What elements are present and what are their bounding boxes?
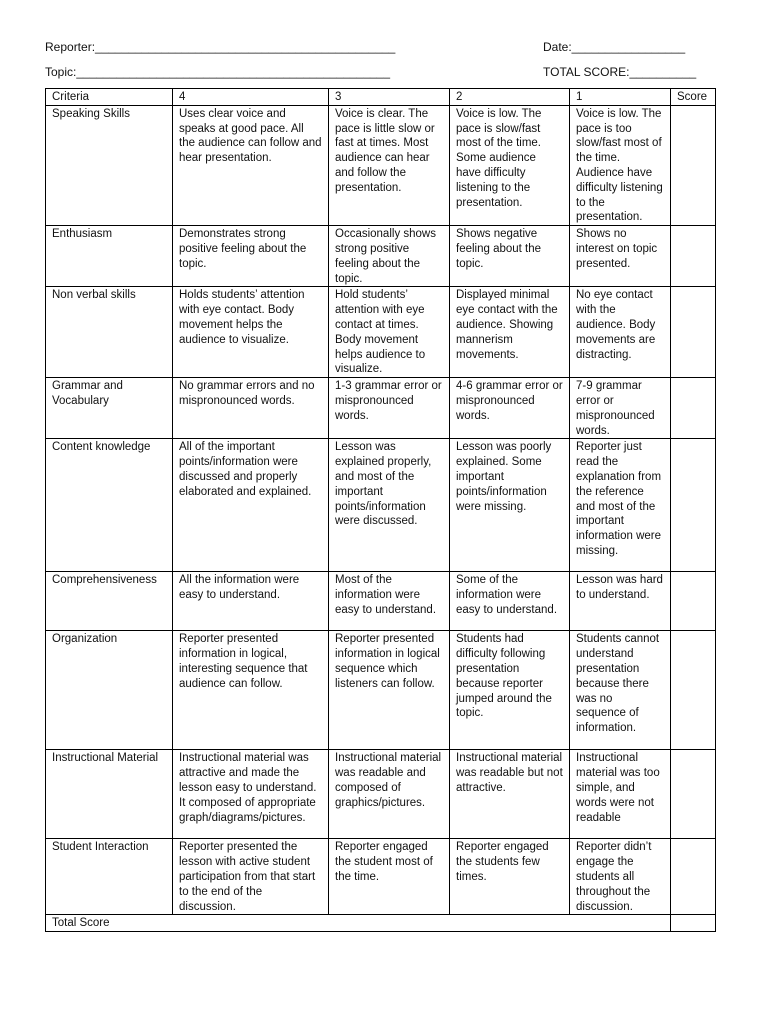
level-4-cell: Reporter presented the lesson with active student participation from that start to the end of the discussion. [173, 839, 329, 915]
criteria-cell: Instructional Material [46, 750, 173, 839]
level-2-cell: Shows negative feeling about the topic. [450, 226, 570, 287]
column-header-4: 4 [173, 89, 329, 106]
score-cell[interactable] [671, 572, 716, 631]
table-row [46, 750, 716, 839]
total-score-label: Total Score [46, 915, 671, 932]
criteria-cell: Speaking Skills [46, 105, 173, 225]
criteria-cell: Organization [46, 631, 173, 750]
column-header-1: 1 [570, 89, 671, 106]
level-1-cell: Reporter just read the explanation from the reference and most of the important information were missing. [570, 439, 671, 572]
level-3-cell: 1-3 grammar error or mispronounced words. [329, 378, 450, 439]
table-row [46, 287, 716, 378]
topic-field: Topic:_______________________________________________ [45, 65, 391, 79]
criteria-cell: Comprehensiveness [46, 572, 173, 631]
level-4-cell: Demonstrates strong positive feeling about the topic. [173, 226, 329, 287]
level-3-cell: Reporter engaged the student most of the time. [329, 839, 450, 915]
level-1-cell: Reporter didn’t engage the students all throughout the discussion. [570, 839, 671, 915]
score-cell[interactable] [671, 105, 716, 225]
level-2-cell: Some of the information were easy to understand. [450, 572, 570, 631]
level-1-cell: Instructional material was too simple, and words were not readable [570, 750, 671, 839]
level-4-cell: Instructional material was attractive and made the lesson easy to understand. It composed of appropriate graph/diagrams/pictures. [173, 750, 329, 839]
total-score-cell[interactable] [671, 915, 716, 932]
level-4-cell: Holds students’ attention with eye contact. Body movement helps the audience to visualize. [173, 287, 329, 378]
date-field: Date:_________________ [543, 40, 686, 54]
level-1-cell: Lesson was hard to understand. [570, 572, 671, 631]
level-1-cell: Shows no interest on topic presented. [570, 226, 671, 287]
level-1-cell: Students cannot understand presentation because there was no sequence of information. [570, 631, 671, 750]
level-1-cell: 7-9 grammar error or mispronounced words. [570, 378, 671, 439]
level-4-cell: All the information were easy to understand. [173, 572, 329, 631]
criteria-cell: Student Interaction [46, 839, 173, 915]
level-2-cell: Lesson was poorly explained. Some important points/information were missing. [450, 439, 570, 572]
level-3-cell: Hold students’ attention with eye contact at times. Body movement helps audience to visualize. [329, 287, 450, 378]
criteria-cell: Content knowledge [46, 439, 173, 572]
criteria-cell: Non verbal skills [46, 287, 173, 378]
level-2-cell: Instructional material was readable but not attractive. [450, 750, 570, 839]
rubric-table [45, 88, 716, 932]
level-1-cell: No eye contact with the audience. Body movements are distracting. [570, 287, 671, 378]
score-cell[interactable] [671, 631, 716, 750]
table-row [46, 226, 716, 287]
table-row [46, 105, 716, 225]
score-cell[interactable] [671, 750, 716, 839]
level-3-cell: Lesson was explained properly, and most of the important points/information were discussed. [329, 439, 450, 572]
level-4-cell: No grammar errors and no mispronounced words. [173, 378, 329, 439]
level-2-cell: 4-6 grammar error or mispronounced words. [450, 378, 570, 439]
level-4-cell: Uses clear voice and speaks at good pace. All the audience can follow and hear presentation. [173, 105, 329, 225]
table-row [46, 439, 716, 572]
level-2-cell: Students had difficulty following presentation because reporter jumped around the topic. [450, 631, 570, 750]
table-row [46, 572, 716, 631]
level-1-cell: Voice is low. The pace is too slow/fast most of the time. Audience have difficulty listening to the presentation. [570, 105, 671, 225]
score-cell[interactable] [671, 287, 716, 378]
reporter-field: Reporter:_____________________________________________ [45, 40, 396, 54]
level-3-cell: Voice is clear. The pace is little slow or fast at times. Most audience can hear and follow the presentation. [329, 105, 450, 225]
criteria-cell: Grammar and Vocabulary [46, 378, 173, 439]
level-3-cell: Occasionally shows strong positive feeling about the topic. [329, 226, 450, 287]
score-cell[interactable] [671, 226, 716, 287]
table-row [46, 378, 716, 439]
score-cell[interactable] [671, 439, 716, 572]
level-3-cell: Most of the information were easy to understand. [329, 572, 450, 631]
criteria-cell: Enthusiasm [46, 226, 173, 287]
column-header-score: Score [671, 89, 716, 106]
column-header-criteria: Criteria [46, 89, 173, 106]
total-score-field: TOTAL SCORE:__________ [543, 65, 697, 79]
level-2-cell: Voice is low. The pace is slow/fast most of the time. Some audience have difficulty listening to the presentation. [450, 105, 570, 225]
level-2-cell: Reporter engaged the students few times. [450, 839, 570, 915]
level-4-cell: All of the important points/information were discussed and properly elaborated and explained. [173, 439, 329, 572]
level-3-cell: Instructional material was readable and composed of graphics/pictures. [329, 750, 450, 839]
total-score-row [46, 915, 716, 932]
score-cell[interactable] [671, 839, 716, 915]
level-4-cell: Reporter presented information in logical, interesting sequence that audience can follow. [173, 631, 329, 750]
level-2-cell: Displayed minimal eye contact with the audience. Showing mannerism movements. [450, 287, 570, 378]
header-row [46, 89, 716, 106]
level-3-cell: Reporter presented information in logical sequence which listeners can follow. [329, 631, 450, 750]
table-row [46, 839, 716, 915]
score-cell[interactable] [671, 378, 716, 439]
column-header-3: 3 [329, 89, 450, 106]
column-header-2: 2 [450, 89, 570, 106]
table-row [46, 631, 716, 750]
